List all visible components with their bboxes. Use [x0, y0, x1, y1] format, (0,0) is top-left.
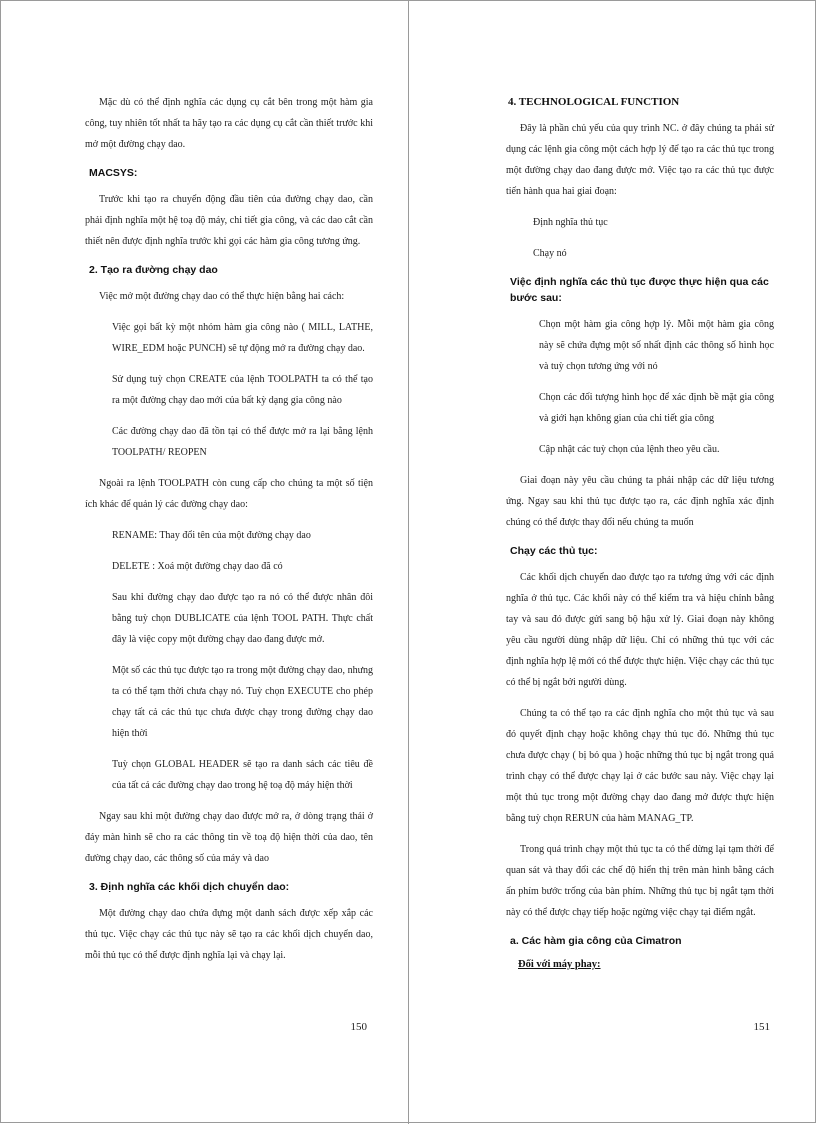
subheading-milling: Đối với máy phay: — [518, 959, 601, 970]
list-item: Các đường chạy dao đã tồn tại có thể được mở ra lại bằng lệnh TOOLPATH/ REOPEN — [112, 426, 373, 458]
section-heading-macsys: MACSYS: — [89, 167, 138, 179]
list-item: Chọn các đối tượng hình học để xác định bề mặt gia công và giới hạn không gian của chi tiết gia công — [539, 392, 774, 424]
paragraph: Ngoài ra lệnh TOOLPATH còn cung cấp cho chúng ta một số tiện ích khác để quản lý các đường chạy dao: — [85, 478, 373, 510]
list-item: Tuỳ chọn GLOBAL HEADER sẽ tạo ra danh sách các tiêu đề của tất cả các đường chạy dao trong hệ toạ độ máy hiện thời — [112, 759, 373, 791]
list-item: Cập nhật các tuỳ chọn của lệnh theo yêu cầu. — [539, 444, 720, 455]
section-heading-4: 4. TECHNOLOGICAL FUNCTION — [508, 96, 680, 108]
paragraph: Đây là phần chủ yếu của quy trình NC. ở đây chúng ta phải sử dụng các lệnh gia công một cách hợp lý để tạo ra các thủ tục trong một đường chạy dao đang được mở. Việc tạo ra các thủ tục được tiến hành qua hai giai đoạn: — [506, 123, 774, 197]
subheading-run: Chạy các thủ tục: — [510, 545, 598, 557]
list-item: DELETE : Xoá một đường chạy dao đã có — [112, 561, 283, 572]
paragraph: Trong quá trình chạy một thủ tục ta có thể dừng lại tạm thời để quan sát và thay đổi các chế độ hiển thị trên màn hình bằng cách ấn phím bước trống của bàn phím. Những thủ tục bị ngắt tạm thời này có thể được chạy tiếp hoặc ngừng việc chạy tại điểm ngắt. — [506, 844, 774, 918]
list-item: Chọn một hàm gia công hợp lý. Mỗi một hàm gia công này sẽ chứa đựng một số nhất định các thông số hình học và tuỳ chọn tương ứng với nó — [539, 319, 774, 372]
paragraph: Một đường chạy dao chứa đựng một danh sách được xếp xắp các thủ tục. Việc chạy các thủ tục này sẽ tạo ra các khối dịch chuyển dao, mỗi thủ tục có thể được định nghĩa lại và chạy lại. — [85, 908, 373, 961]
subheading-steps: Việc định nghĩa các thủ tục được thực hiện qua các bước sau: — [510, 276, 769, 304]
list-item: RENAME: Thay đổi tên của một đường chạy dao — [112, 530, 311, 541]
list-item: Sử dụng tuỳ chọn CREATE của lệnh TOOLPATH ta có thể tạo ra một đường chạy dao mới của bất kỳ dạng gia công nào — [112, 374, 373, 406]
page-number: 151 — [753, 1021, 770, 1033]
paragraph: Giai đoạn này yêu cầu chúng ta phải nhập các dữ liệu tương ứng. Ngay sau khi thủ tục được tạo ra, các định nghĩa xác định chúng có thể được thay đổi nếu chúng ta muốn — [506, 475, 774, 528]
list-item: Việc gọi bất kỳ một nhóm hàm gia công nào ( MILL, LATHE, WIRE_EDM hoặc PUNCH) sẽ tự động mở ra đường chạy dao. — [112, 322, 373, 354]
left-page — [85, 1, 373, 1124]
paragraph: Ngay sau khi một đường chạy dao được mở ra, ở dòng trạng thái ở đáy màn hình sẽ cho ra các thông tin về toạ độ hiện thời của dao, tên đường chạy dao, các thông số của máy và dao — [85, 811, 373, 864]
list-item: Chạy nó — [533, 248, 567, 259]
section-heading-a: a. Các hàm gia công của Cimatron — [510, 935, 682, 947]
paragraph: Các khối dịch chuyển dao được tạo ra tương ứng với các định nghĩa ở thủ tục. Các khối này có thể kiểm tra và hiệu chỉnh bằng tay và sau đó được gửi sang bộ hậu xử lý. Giai đoạn này không yêu cầu người dùng nhập dữ liệu. Chỉ có những thủ tục với các định nghĩa hợp lệ mới có thể được thực hiện. Việc chạy các thủ tục có thể bị ngắt bởi người dùng. — [506, 572, 774, 688]
page-number: 150 — [350, 1021, 367, 1033]
list-item: Một số các thủ tục được tạo ra trong một đường chạy dao, nhưng ta có thể tạm thời chưa chạy nó. Tuỳ chọn EXECUTE cho phép chạy tất cả các thủ tục chưa được chạy trong đường chạy dao hiện thời — [112, 665, 373, 739]
right-page — [506, 1, 774, 1124]
paragraph: Trước khi tạo ra chuyển động đầu tiên của đường chạy dao, cần phải định nghĩa một hệ toạ độ máy, chi tiết gia công, và các dao cắt cần thiết nên được định nghĩa trước khi gọi các hàm gia công tương ứng. — [85, 194, 373, 247]
paragraph: Việc mở một đường chạy dao có thể thực hiện bằng hai cách: — [99, 291, 345, 302]
paragraph: Mặc dù có thể định nghĩa các dụng cụ cắt bên trong một hàm gia công, tuy nhiên tốt nhất ta hãy tạo ra các dụng cụ cắt cần thiết trước khi mở một đường chạy dao. — [85, 97, 373, 150]
page-divider — [408, 1, 409, 1124]
list-item: Định nghĩa thủ tục — [533, 217, 608, 228]
paragraph: Chúng ta có thể tạo ra các định nghĩa cho một thủ tục và sau đó quyết định chạy hoặc không chạy thủ tục đó. Những thủ tục chưa được chạy ( bị bỏ qua ) hoặc những thủ tục bị ngắt trong quá trình chạy có thể được chạy lại ở các bước sau này. Việc chạy lại một thủ tục trong một đường chạy dao đang mở được thực hiện bằng tuỳ chọn RERUN của hàm MANAG_TP. — [506, 708, 774, 824]
section-heading-2: 2. Tạo ra đường chạy dao — [89, 264, 218, 276]
section-heading-3: 3. Định nghĩa các khối dịch chuyển dao: — [89, 881, 290, 893]
list-item: Sau khi đường chạy dao được tạo ra nó có thể được nhân đôi bằng tuỳ chọn DUBLICATE của lệnh TOOL PATH. Thực chất đây là việc copy một đường chạy dao đang được mở. — [112, 592, 373, 645]
